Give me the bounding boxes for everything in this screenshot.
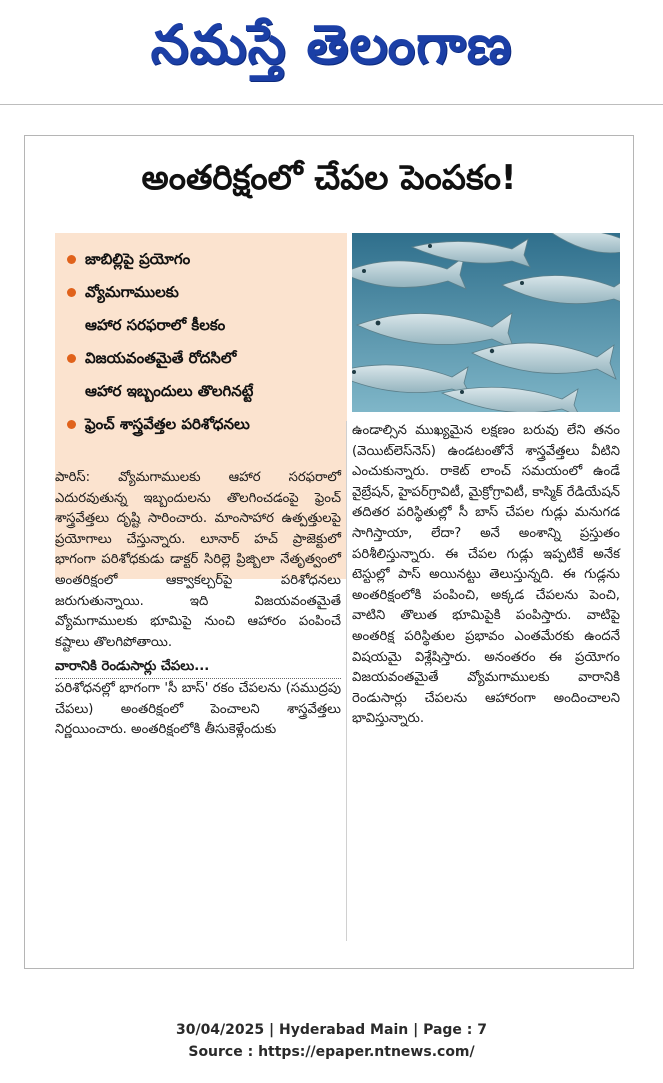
- highlight-item: విజయవంతమైతే రోదసిలో: [65, 342, 339, 375]
- body-paragraph: ఉండాల్సిన ముఖ్యమైన లక్షణం బరువు లేని తనం (వెయిట్‌లెస్‌నెస్) ఉండటంతోనే శాస్త్రవేత్తలు వీటిని ఎంచుకున్నారు. రాకెట్ లాంచ్ సమయంలో ఉండే వైబ్రేషన్, హైపర్‌గ్రావిటీ, మైక్రోగ్రావిటీ, కాస్మిక్ రేడియేషన్ తదితర పరిస్థితుల్లో సీ బాస్ చేపల గుడ్లు మనుగడ సాగిస్తాయా, లేదా? అనే అంశాన్ని ప్రస్తుతం పరిశీలిస్తున్నారు. ఈ చేపల గుడ్లు ఇప్పటికే అనేక టెస్టుల్లో పాస్ అయినట్టు తెలుస్తున్నది. ఈ గుడ్లను అంతరిక్షంలోకి పంపించి, అక్కడ చేపలను పెంచి, వాటిని తొలుత భూమిపైకి పంపిస్తారు. వాటిపై అంతరిక్ష పరిస్థితుల ప్రభావం ఎంతమేరకు ఉందనే విషయమై విశ్లేషిస్తారు. అనంతరం ఈ ప్రయోగం విజయవంతమైతే వ్యోమగాములకు వారానికి రెండుసార్లు చేపలను ఆహారంగా అందించాలని భావిస్తున్నారు.: [352, 423, 620, 727]
- bullet-icon: [67, 288, 76, 297]
- article-subhead: వారానికి రెండుసార్లు చేపలు...: [55, 657, 341, 679]
- highlight-item: వ్యోమగాములకు: [65, 276, 339, 309]
- article-headline: అంతరిక్షంలో చేపల పెంపకం!: [141, 158, 517, 198]
- bullet-icon: [67, 255, 76, 264]
- source-link[interactable]: Source : https://epaper.ntnews.com/: [188, 1044, 475, 1060]
- highlights-list: [55, 233, 347, 441]
- bullet-icon: [67, 420, 76, 429]
- page-footer: [0, 1019, 663, 1063]
- body-paragraph: పారిస్: వ్యోమగాములకు ఆహార సరఫరాలో ఎదురవుతున్న ఇబ్బందులను తొలగించడంపై ఫ్రెంచ్ శాస్త్రవేత్తలు దృష్టి సారించారు. మాంసాహార ఉత్పత్తులపై ప్రయోగాలు చేస్తున్నారు. లూనార్ హచ్ ప్రాజెక్టులో భాగంగా పరిశోధకుడు డాక్టర్ సిరిల్లె ప్రిజ్బిలా నేతృత్వంలో అంతరిక్షంలో ఆక్వాకల్చర్‌పై పరిశోధనలు జరుగుతున్నాయి. ఇది విజయవంతమైతే వ్యోమగాములకు భూమిపై నుంచి ఆహారం పంపించే కష్టాలు తొలగిపోతాయి.: [55, 470, 341, 650]
- article-clipping: [24, 135, 634, 969]
- highlight-item: ఫ్రెంచ్ శాస్త్రవేత్తల పరిశోధనలు: [65, 408, 339, 441]
- newspaper-title: నమస్తే తెలంగాణ: [150, 13, 513, 76]
- masthead-divider: [0, 104, 663, 105]
- article-body-right: [352, 421, 620, 730]
- bullet-icon: [67, 354, 76, 363]
- masthead: [0, 0, 663, 92]
- highlight-item-continued: ఆహార ఇబ్బందులు తొలగినట్టే: [85, 382, 254, 400]
- fish-school-photo: [352, 233, 620, 412]
- article-body-left: [55, 468, 341, 741]
- highlight-item-continued: ఆహార సరఫరాలో కీలకం: [85, 316, 226, 334]
- body-paragraph: పరిశోధనల్లో భాగంగా 'సీ బాస్' రకం చేపలను (సముద్రపు చేపలు) అంతరిక్షంలో పెంచాలని శాస్త్రవేత్తలు నిర్ణయించారు. అంతరిక్షంలోకి తీసుకెళ్లేందుకు: [55, 680, 341, 738]
- edition-info: 30/04/2025 | Hyderabad Main | Page : 7: [175, 1022, 488, 1038]
- column-divider: [346, 421, 347, 941]
- highlight-item: జాబిల్లిపై ప్రయోగం: [65, 243, 339, 276]
- fish-school-image: [352, 233, 620, 412]
